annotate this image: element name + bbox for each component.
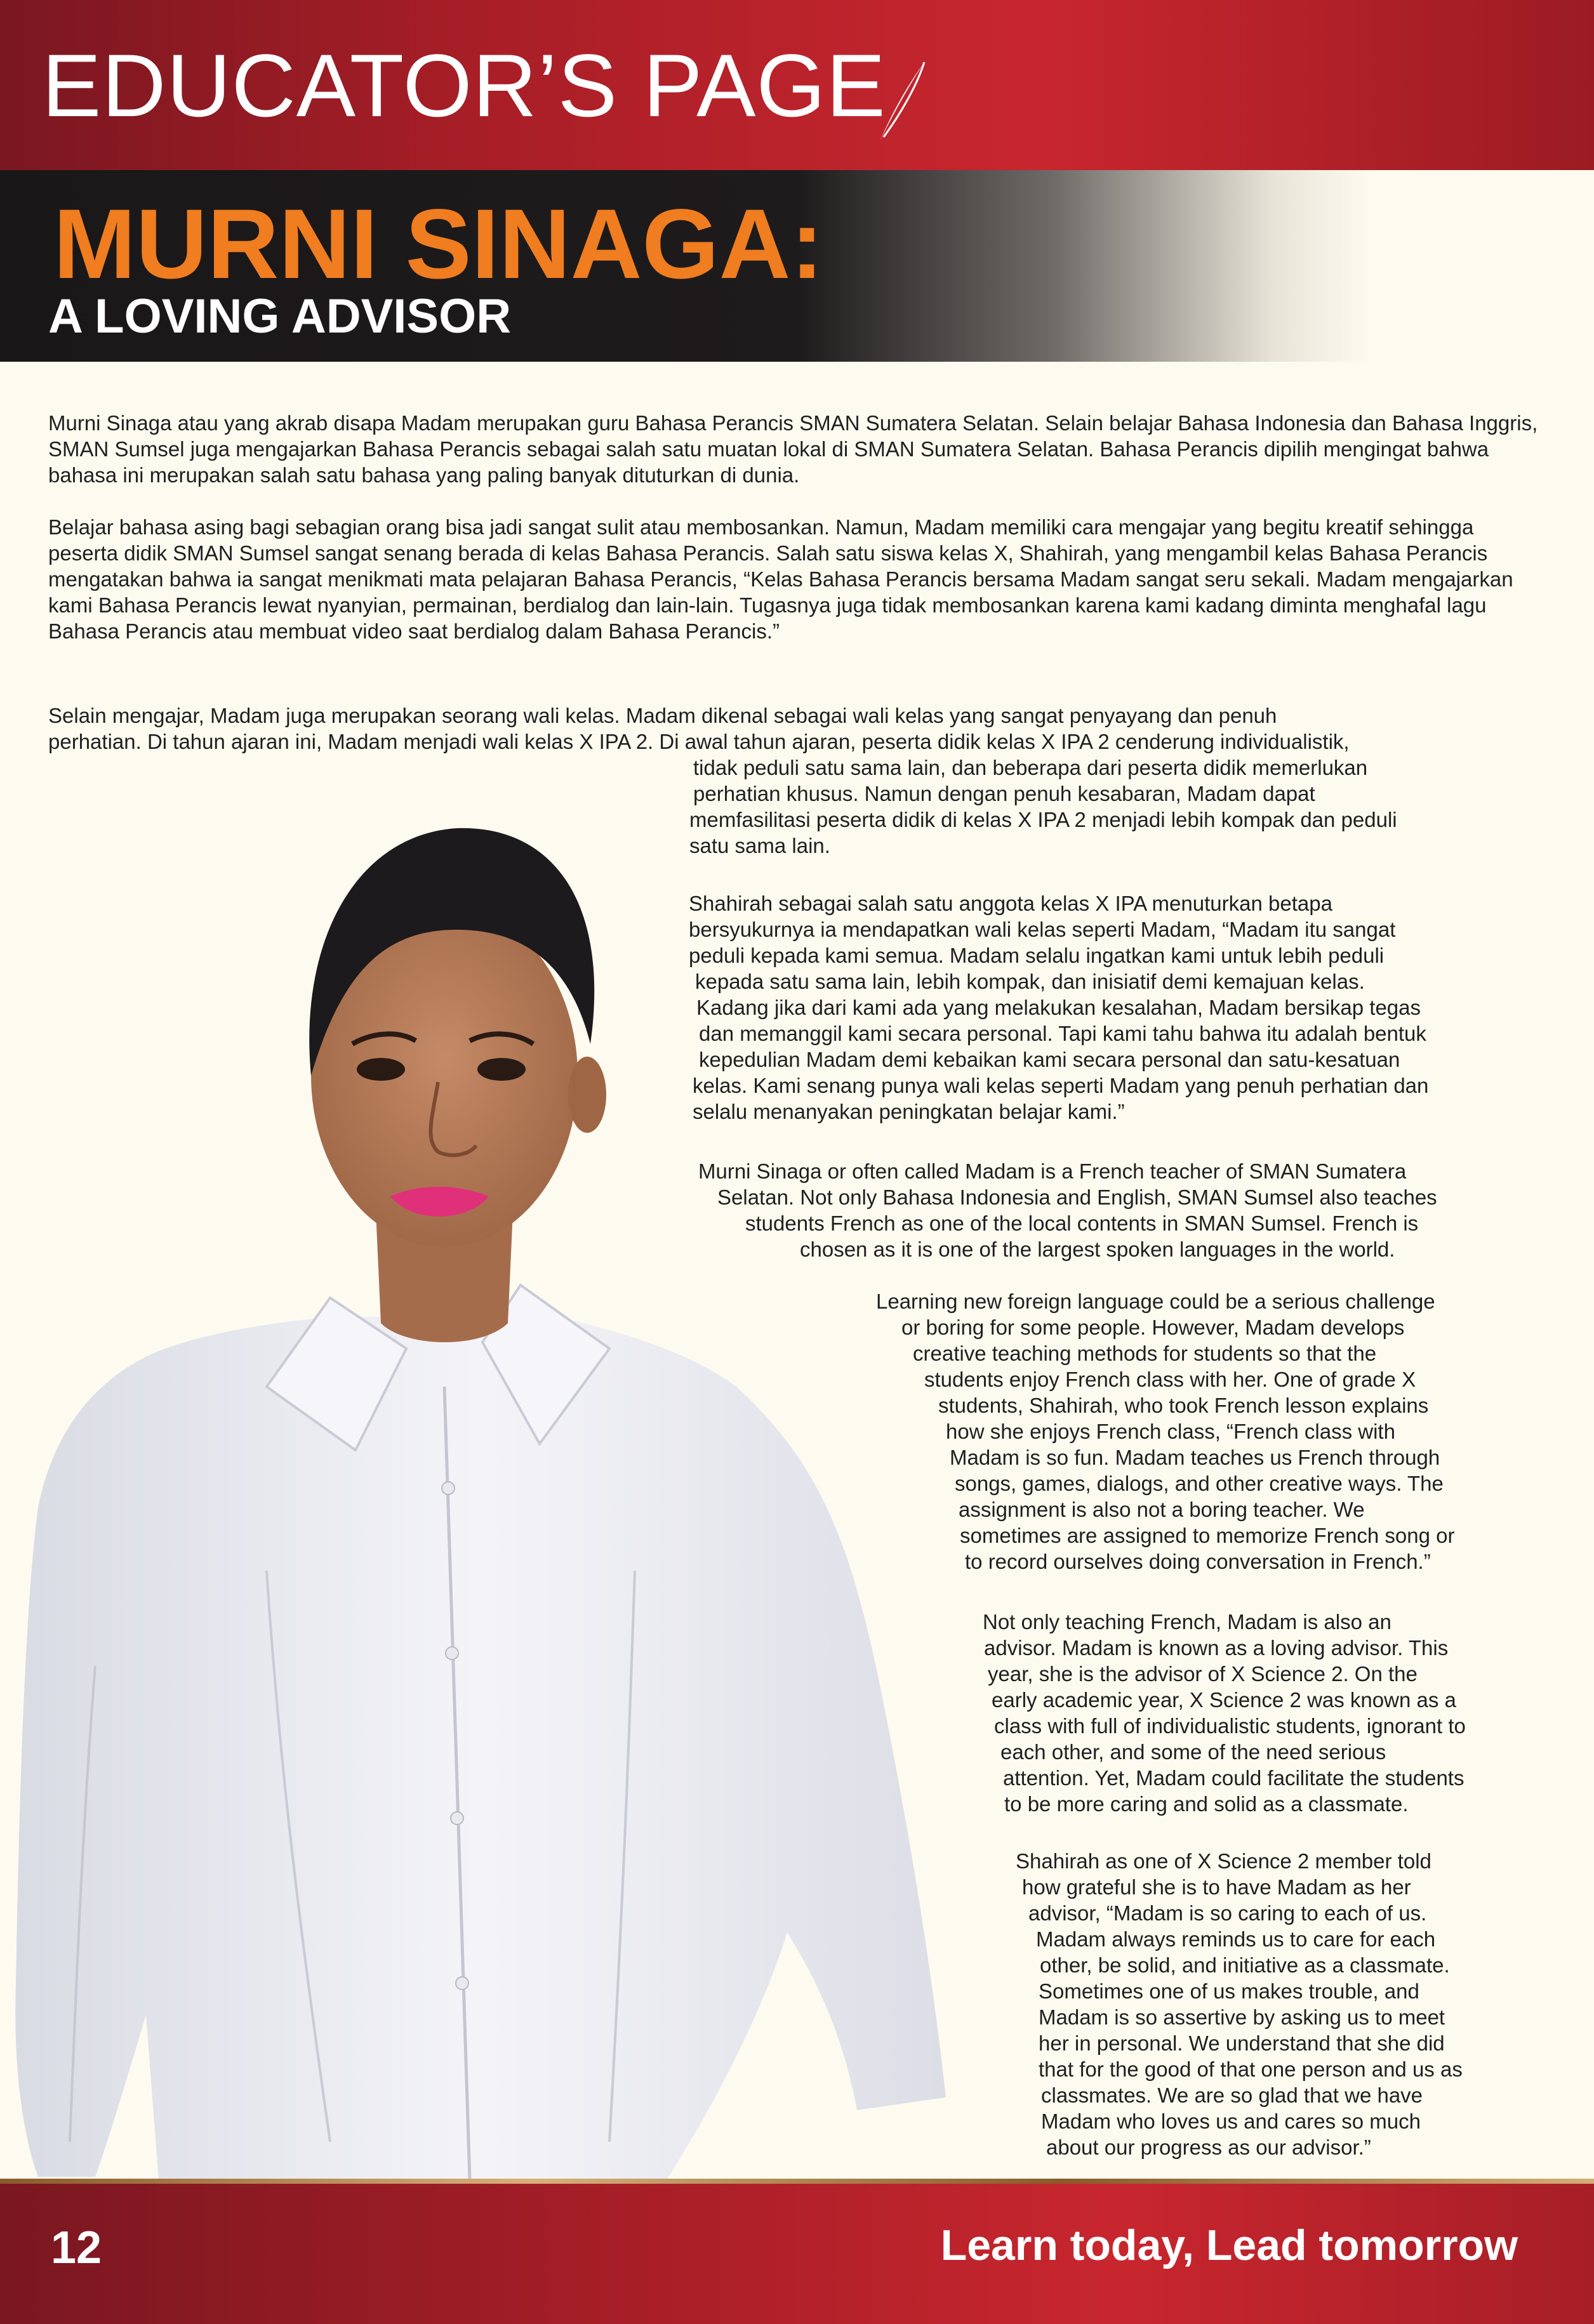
paragraph-en-4: Shahirah as one of X Science 2 member told how grateful she is to have Madam as her advisor, “Madam is so caring to each of us. Madam always reminds us to care for each other, be solid, and initiative as a classmate. Sometimes one of us makes trouble, and Madam is so assertive by asking us to meet her in personal. We understand that she did that for the good of that one person and us as classmates. We are so glad that we have Madam who loves us and cares so much about our progress as our advisor.”: [1016, 1849, 1463, 2159]
paragraph-id-4: Shahirah sebagai salah satu anggota kelas X IPA menuturkan betapa bersyukurnya ia mendapatkan wali kelas seperti Madam, “Madam itu sangat peduli kepada kami semua. Madam selalu ingatkan kami untuk lebih peduli kepada satu sama lain, lebih kompak, dan inisiatif demi kemajuan kelas. Kadang jika dari kami ada yang melakukan kesalahan, Madam bersikap tegas dan memanggil kami secara personal. Tapi kami tahu bahwa itu adalah bentuk kepedulian Madam demi kebaikan kami secara personal dan satu-kesatuan kelas. Kami senang punya wali kelas seperti Madam yang penuh perhatian dan selalu menanyakan peningkatan belajar kami.”: [689, 892, 1429, 1123]
paragraph-id-3: Selain mengajar, Madam juga merupakan seorang wali kelas. Madam dikenal sebagai wali kelas yang sangat penyayang dan penuh perhatian. Di tahun ajaran ini, Madam menjadi wali kelas X IPA 2. Di awal tahun ajaran, peserta didik kelas X IPA 2 cenderung individualistik, tidak peduli satu sama lain, dan beberapa dari peserta didik memerlukan perhatian khusus. Namun dengan penuh kesabaran, Madam dapat memfasilitasi peserta didik di kelas X IPA 2 menjadi lebih kompak dan peduli satu sama lain.: [48, 704, 1397, 857]
paragraph-en-1: Murni Sinaga or often called Madam is a French teacher of SMAN Sumatera Selatan. Not only Bahasa Indonesia and English, SMAN Sumsel also teaches students French as one of the local contents in SMAN Sumsel. French is chosen as it is one of the largest spoken languages in the world.: [698, 1159, 1437, 1261]
paragraph-id-2: Belajar bahasa asing bagi sebagian orang bisa jadi sangat sulit atau membosankan. Namun, Madam memiliki cara mengajar yang begitu kreatif sehingga peserta didik SMAN Sumsel sangat senang berada di kelas Bahasa Perancis. Salah satu siswa kelas X, Shahirah, yang mengambil kelas Bahasa Perancis mengatakan bahwa ia sangat menikmati mata pelajaran Bahasa Perancis, “Kelas Bahasa Perancis bersama Madam sangat seru sekali. Madam mengajarkan kami Bahasa Perancis lewat nyanyian, permainan, berdialog dan lain-lain. Tugasnya juga tidak membosankan karena kami kadang diminta menghafal lagu Bahasa Perancis atau membuat video saat berdialog dalam Bahasa Perancis.”: [48, 515, 1513, 643]
article-title: MURNI SINAGA:: [53, 189, 824, 300]
paragraph-id-1: Murni Sinaga atau yang akrab disapa Madam merupakan guru Bahasa Perancis SMAN Sumatera Selatan. Selain belajar Bahasa Indonesia dan Bahasa Inggris, SMAN Sumsel juga mengajarkan Bahasa Perancis sebagai salah satu muatan lokal di SMAN Sumatera Selatan. Bahasa Perancis dipilih mengingat bahwa bahasa ini merupakan salah satu bahasa yang paling banyak dituturkan di dunia.: [48, 411, 1538, 487]
quill-icon: [875, 61, 927, 143]
article-subtitle: A LOVING ADVISOR: [48, 289, 512, 343]
page-number: 12: [51, 2222, 102, 2273]
paragraph-en-3: Not only teaching French, Madam is also an advisor. Madam is known as a loving advisor. This year, she is the advisor of X Science 2. On the early academic year, X Science 2 was known as a class with full of individualistic students, ignorant to each other, and some of the need serious attention. Yet, Madam could facilitate the students to be more caring and solid as a classmate.: [983, 1610, 1466, 1816]
footer-divider: [0, 2179, 1594, 2184]
section-title: EDUCATOR’S PAGE: [42, 36, 886, 135]
footer-tagline: Learn today, Lead tomorrow: [940, 2221, 1518, 2269]
paragraph-en-2: Learning new foreign language could be a serious challenge or boring for some people. However, Madam develops creative teaching methods for students so that the students enjoy French class with her. One of grade X students, Shahirah, who took French lesson explains how she enjoys French class, “French class with Madam is so fun. Madam teaches us French through songs, games, dialogs, and other creative ways. The assignment is also not a boring teacher. We sometimes are assigned to memorize French song or to record ourselves doing conversation in French.”: [876, 1290, 1455, 1573]
